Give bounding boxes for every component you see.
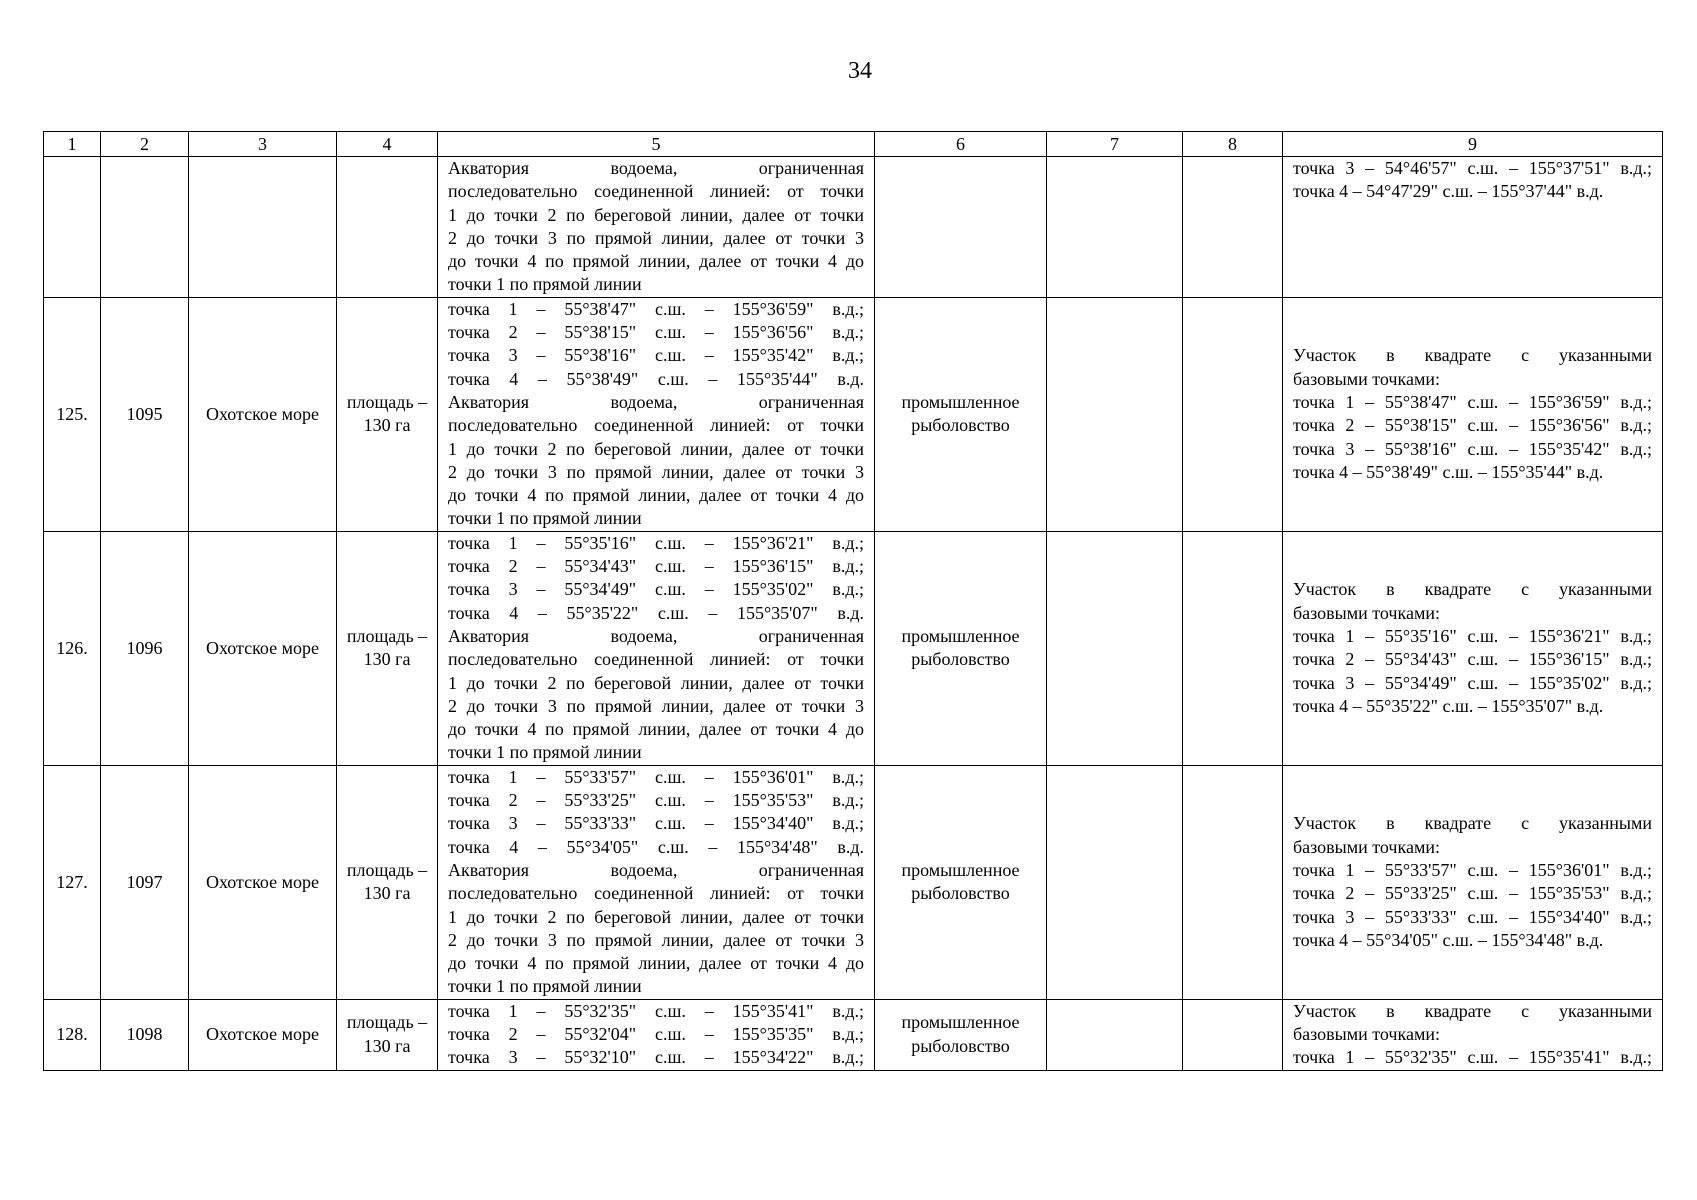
row-number-cell: 127.	[44, 765, 101, 999]
boundary-cell	[1283, 531, 1663, 765]
table-row	[44, 999, 1663, 1070]
boundary-cell-line: точка 3 – 55°34'49" с.ш. – 155°35'02" в.д.;	[1293, 672, 1652, 693]
description-cell-line: точки 1 по прямой линии	[448, 742, 642, 763]
description-cell-line: точка 3 – 55°38'16" с.ш. – 155°35'42" в.д.;	[448, 345, 864, 366]
description-cell-line: точка 3 – 55°34'49" с.ш. – 155°35'02" в.д.;	[448, 579, 864, 600]
site-code-cell: 1096	[101, 531, 189, 765]
table-row	[44, 157, 1663, 298]
boundary-cell	[1283, 765, 1663, 999]
description-cell-line: точка 4 – 55°34'05" с.ш. – 155°34'48" в.д.	[448, 836, 864, 857]
column-7-cell	[1047, 999, 1183, 1070]
description-cell-line: последовательно соединенной линией: от точки	[448, 883, 864, 904]
row-number-cell: 128.	[44, 999, 101, 1070]
boundary-cell-line: базовыми точками:	[1293, 1023, 1440, 1044]
boundary-cell-line: точка 4 – 55°38'49" с.ш. – 155°35'44" в.д.	[1293, 461, 1604, 482]
description-cell-line: 1 до точки 2 по береговой линии, далее от точки	[448, 672, 864, 693]
area-cell: площадь – 130 га	[337, 999, 438, 1070]
column-8-cell	[1183, 531, 1283, 765]
boundary-cell	[1283, 999, 1663, 1070]
description-cell-line: точки 1 по прямой линии	[448, 976, 642, 997]
column-header: 7	[1047, 132, 1183, 157]
boundary-cell-line: базовыми точками:	[1293, 368, 1440, 389]
boundary-cell-line: Участок в квадрате с указанными	[1293, 579, 1652, 600]
column-8-cell	[1183, 765, 1283, 999]
column-header: 3	[189, 132, 337, 157]
table-row	[44, 297, 1663, 531]
column-8-cell	[1183, 157, 1283, 298]
water-body-cell: Охотское море	[189, 531, 337, 765]
description-cell-line: 2 до точки 3 по прямой линии, далее от точки 3	[448, 227, 864, 248]
description-cell-line: 2 до точки 3 по прямой линии, далее от точки 3	[448, 695, 864, 716]
coordinates-table	[43, 131, 1663, 1071]
usage-cell: промышленное рыболовство	[875, 531, 1047, 765]
description-cell-line: точка 2 – 55°38'15" с.ш. – 155°36'56" в.д.;	[448, 322, 864, 343]
column-header: 4	[337, 132, 438, 157]
table-row	[44, 531, 1663, 765]
description-cell-line: Акватория водоема, ограниченная	[448, 625, 864, 646]
page-number: 34	[848, 58, 872, 84]
boundary-cell-line: точка 1 – 55°32'35" с.ш. – 155°35'41" в.д.;	[1293, 1047, 1652, 1068]
water-body-cell: Охотское море	[189, 765, 337, 999]
description-cell-line: Акватория водоема, ограниченная	[448, 158, 864, 178]
description-cell-line: 2 до точки 3 по прямой линии, далее от точки 3	[448, 461, 864, 482]
site-code-cell: 1098	[101, 999, 189, 1070]
area-cell	[337, 157, 438, 298]
description-cell-line: точка 4 – 55°35'22" с.ш. – 155°35'07" в.д.	[448, 602, 864, 623]
row-number-cell: 125.	[44, 297, 101, 531]
table-row	[44, 765, 1663, 999]
column-7-cell	[1047, 297, 1183, 531]
column-7-cell	[1047, 765, 1183, 999]
column-7-cell	[1047, 531, 1183, 765]
site-code-cell: 1095	[101, 297, 189, 531]
description-cell	[438, 297, 875, 531]
area-cell: площадь – 130 га	[337, 297, 438, 531]
water-body-cell	[189, 157, 337, 298]
description-cell-line: точка 3 – 55°33'33" с.ш. – 155°34'40" в.д.;	[448, 813, 864, 834]
description-cell	[438, 999, 875, 1070]
usage-cell: промышленное рыболовство	[875, 999, 1047, 1070]
description-cell-line: 1 до точки 2 по береговой линии, далее от точки	[448, 906, 864, 927]
description-cell-line: Акватория водоема, ограниченная	[448, 859, 864, 880]
description-cell	[438, 157, 875, 298]
description-cell-line: точки 1 по прямой линии	[448, 508, 642, 529]
usage-cell: промышленное рыболовство	[875, 765, 1047, 999]
area-cell: площадь – 130 га	[337, 765, 438, 999]
description-cell-line: точка 2 – 55°33'25" с.ш. – 155°35'53" в.д.;	[448, 790, 864, 811]
description-cell-line: точка 2 – 55°34'43" с.ш. – 155°36'15" в.д.;	[448, 556, 864, 577]
column-number-row	[44, 132, 1663, 157]
description-cell-line: точка 3 – 55°32'10" с.ш. – 155°34'22" в.д.;	[448, 1047, 864, 1068]
description-cell-line: точки 1 по прямой линии	[448, 274, 642, 295]
column-7-cell	[1047, 157, 1183, 298]
column-header: 5	[438, 132, 875, 157]
description-cell-line: последовательно соединенной линией: от точки	[448, 415, 864, 436]
description-cell-line: до точки 4 по прямой линии, далее от точки 4 до	[448, 251, 864, 272]
boundary-cell	[1283, 157, 1663, 298]
column-header: 2	[101, 132, 189, 157]
boundary-cell-line: точка 4 – 55°35'22" с.ш. – 155°35'07" в.д.	[1293, 695, 1604, 716]
description-cell-line: до точки 4 по прямой линии, далее от точки 4 до	[448, 485, 864, 506]
column-header: 6	[875, 132, 1047, 157]
usage-cell	[875, 157, 1047, 298]
boundary-cell-line: точка 1 – 55°38'47" с.ш. – 155°36'59" в.д.;	[1293, 391, 1652, 412]
boundary-cell-line: базовыми точками:	[1293, 836, 1440, 857]
column-header: 8	[1183, 132, 1283, 157]
column-header: 9	[1283, 132, 1663, 157]
description-cell-line: последовательно соединенной линией: от точки	[448, 181, 864, 202]
boundary-cell-line: Участок в квадрате с указанными	[1293, 345, 1652, 366]
description-cell-line: точка 1 – 55°38'47" с.ш. – 155°36'59" в.д.;	[448, 298, 864, 319]
description-cell	[438, 531, 875, 765]
boundary-cell-line: Участок в квадрате с указанными	[1293, 813, 1652, 834]
boundary-cell-line: точка 2 – 55°34'43" с.ш. – 155°36'15" в.д.;	[1293, 649, 1652, 670]
boundary-cell-line: базовыми точками:	[1293, 602, 1440, 623]
row-number-cell	[44, 157, 101, 298]
boundary-cell-line: точка 2 – 55°38'15" с.ш. – 155°36'56" в.д.;	[1293, 415, 1652, 436]
description-cell-line: точка 1 – 55°33'57" с.ш. – 155°36'01" в.д.;	[448, 766, 864, 787]
description-cell-line: до точки 4 по прямой линии, далее от точки 4 до	[448, 953, 864, 974]
boundary-cell-line: точка 3 – 55°38'16" с.ш. – 155°35'42" в.д.;	[1293, 438, 1652, 459]
boundary-cell-line: Участок в квадрате с указанными	[1293, 1000, 1652, 1021]
boundary-cell-line: точка 3 – 54°46'57" с.ш. – 155°37'51" в.д.;	[1293, 158, 1652, 178]
boundary-cell-line: точка 1 – 55°33'57" с.ш. – 155°36'01" в.д.;	[1293, 859, 1652, 880]
boundary-cell-line: точка 4 – 54°47'29" с.ш. – 155°37'44" в.д.	[1293, 181, 1604, 202]
column-8-cell	[1183, 297, 1283, 531]
description-cell-line: 2 до точки 3 по прямой линии, далее от точки 3	[448, 929, 864, 950]
description-cell-line: точка 4 – 55°38'49" с.ш. – 155°35'44" в.д.	[448, 368, 864, 389]
description-cell-line: точка 2 – 55°32'04" с.ш. – 155°35'35" в.д.;	[448, 1023, 864, 1044]
area-cell: площадь – 130 га	[337, 531, 438, 765]
usage-cell: промышленное рыболовство	[875, 297, 1047, 531]
description-cell-line: точка 1 – 55°35'16" с.ш. – 155°36'21" в.д.;	[448, 532, 864, 553]
column-8-cell	[1183, 999, 1283, 1070]
row-number-cell: 126.	[44, 531, 101, 765]
description-cell-line: последовательно соединенной линией: от точки	[448, 649, 864, 670]
site-code-cell	[101, 157, 189, 298]
description-cell-line: 1 до точки 2 по береговой линии, далее от точки	[448, 438, 864, 459]
boundary-cell-line: точка 3 – 55°33'33" с.ш. – 155°34'40" в.д.;	[1293, 906, 1652, 927]
boundary-cell	[1283, 297, 1663, 531]
description-cell	[438, 765, 875, 999]
column-header: 1	[44, 132, 101, 157]
water-body-cell: Охотское море	[189, 999, 337, 1070]
description-cell-line: до точки 4 по прямой линии, далее от точки 4 до	[448, 719, 864, 740]
description-cell-line: точка 1 – 55°32'35" с.ш. – 155°35'41" в.д.;	[448, 1000, 864, 1021]
table-body	[44, 132, 1663, 1071]
boundary-cell-line: точка 2 – 55°33'25" с.ш. – 155°35'53" в.д.;	[1293, 883, 1652, 904]
description-cell-line: Акватория водоема, ограниченная	[448, 391, 864, 412]
description-cell-line: 1 до точки 2 по береговой линии, далее от точки	[448, 204, 864, 225]
boundary-cell-line: точка 1 – 55°35'16" с.ш. – 155°36'21" в.д.;	[1293, 625, 1652, 646]
site-code-cell: 1097	[101, 765, 189, 999]
water-body-cell: Охотское море	[189, 297, 337, 531]
boundary-cell-line: точка 4 – 55°34'05" с.ш. – 155°34'48" в.д.	[1293, 929, 1604, 950]
